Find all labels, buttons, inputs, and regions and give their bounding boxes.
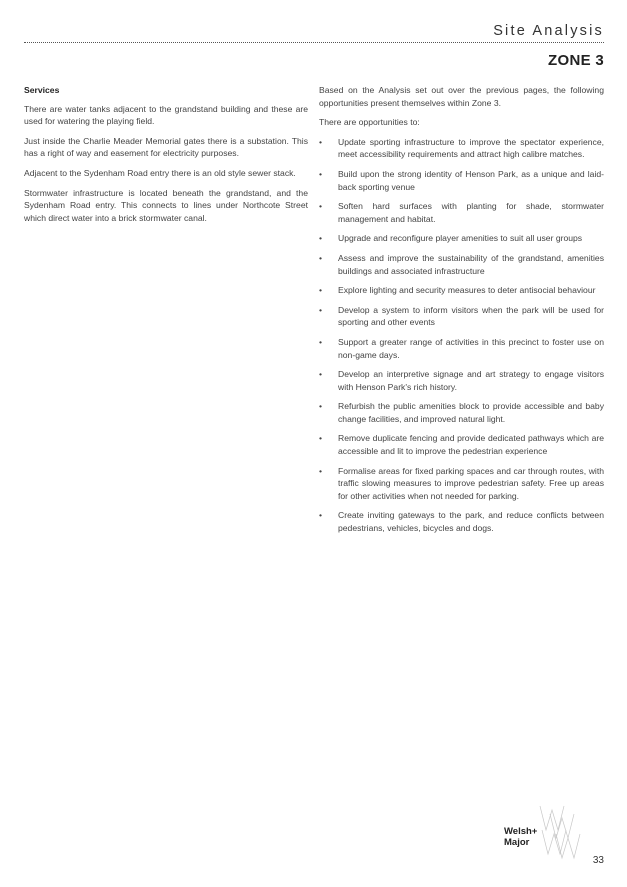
header-divider: [24, 42, 604, 43]
list-item: [319, 232, 604, 245]
services-paragraph: Stormwater infrastructure is located beneath the grandstand, and the Sydenham Road entry. This connects to lines under Northcote Street which direct water into a brick stormwater canal.: [24, 187, 308, 223]
services-column: [24, 84, 308, 231]
services-paragraph: There are water tanks adjacent to the grandstand building and these are used for watering the playing field.: [24, 103, 308, 127]
opportunities-column: [319, 84, 604, 542]
bullet-icon: •: [319, 201, 323, 212]
list-item: [319, 368, 604, 393]
list-item-text: Assess and improve the sustainability of the grandstand, amenities buildings and associated infrastructure: [338, 252, 604, 276]
list-item-text: Formalise areas for fixed parking spaces and car through routes, with traffic slowing measures to improve pedestrian safety. Free up areas for other activities when not needed for parking.: [338, 465, 604, 501]
bullet-icon: •: [319, 336, 323, 347]
opportunities-list: [319, 136, 604, 535]
bullet-icon: •: [319, 233, 323, 244]
section-title: Site Analysis: [493, 23, 604, 39]
bullet-icon: •: [319, 136, 323, 147]
list-item-text: Refurbish the public amenities block to provide accessible and baby change facilities, and improved natural light.: [338, 401, 604, 424]
list-item-text: Create inviting gateways to the park, and reduce conflicts between pedestrians, vehicles, bicycles and dogs.: [338, 510, 604, 534]
list-item-text: Update sporting infrastructure to improve the spectator experience, meet accessibility requirements and attract high calibre matches.: [338, 136, 604, 160]
list-item: [319, 136, 604, 161]
opportunities-intro: Based on the Analysis set out over the previous pages, the following opportunities present themselves within Zone 3.: [319, 85, 604, 108]
list-item-text: Explore lighting and security measures to deter antisocial behaviour: [338, 285, 596, 296]
bullet-icon: •: [319, 304, 323, 315]
bullet-icon: •: [319, 465, 323, 476]
zone-heading: ZONE 3: [548, 52, 604, 69]
list-item-text: Support a greater range of activities in this precinct to foster use on non-game days.: [338, 336, 604, 360]
bullet-icon: •: [319, 369, 323, 380]
bullet-icon: •: [319, 168, 323, 179]
bullet-icon: •: [319, 433, 323, 444]
logo-line: Welsh+: [504, 826, 538, 837]
list-item: [319, 284, 604, 297]
list-item: [319, 336, 604, 361]
list-item: [319, 432, 604, 457]
list-item-text: Develop a system to inform visitors when the park will be used for sporting and other events: [338, 304, 604, 328]
page-number: 33: [592, 855, 604, 866]
list-item-text: Develop an interpretive signage and art strategy to engage visitors with Henson Park's rich history.: [338, 369, 604, 392]
bullet-icon: •: [319, 401, 323, 412]
logo-line: Major: [504, 836, 530, 848]
list-item: [319, 400, 604, 425]
opportunities-lead: There are opportunities to:: [319, 117, 420, 128]
list-item: [319, 200, 604, 225]
list-item: [319, 509, 604, 534]
company-logo: [504, 827, 537, 848]
list-item: [319, 304, 604, 329]
list-item-text: Upgrade and reconfigure player amenities to suit all user groups: [338, 233, 583, 244]
list-item-text: Build upon the strong identity of Henson Park, as a unique and laid-back sporting venue: [338, 168, 604, 192]
services-heading: Services: [24, 85, 60, 95]
list-item-text: Soften hard surfaces with planting for shade, stormwater management and habitat.: [338, 201, 604, 224]
bullet-icon: •: [319, 285, 323, 296]
list-item-text: Remove duplicate fencing and provide dedicated pathways which are accessible and lit to improve the pedestrian experience: [338, 433, 604, 457]
list-item: [319, 252, 604, 277]
logo-mark-icon: [538, 800, 584, 862]
bullet-icon: •: [319, 510, 323, 521]
services-paragraph: Just inside the Charlie Meader Memorial gates there is a substation. This has a right of way and easement for electricity purposes.: [24, 135, 308, 159]
services-paragraph: Adjacent to the Sydenham Road entry there is an old style sewer stack.: [24, 167, 296, 178]
list-item: [319, 465, 604, 503]
list-item: [319, 168, 604, 193]
bullet-icon: •: [319, 252, 323, 263]
